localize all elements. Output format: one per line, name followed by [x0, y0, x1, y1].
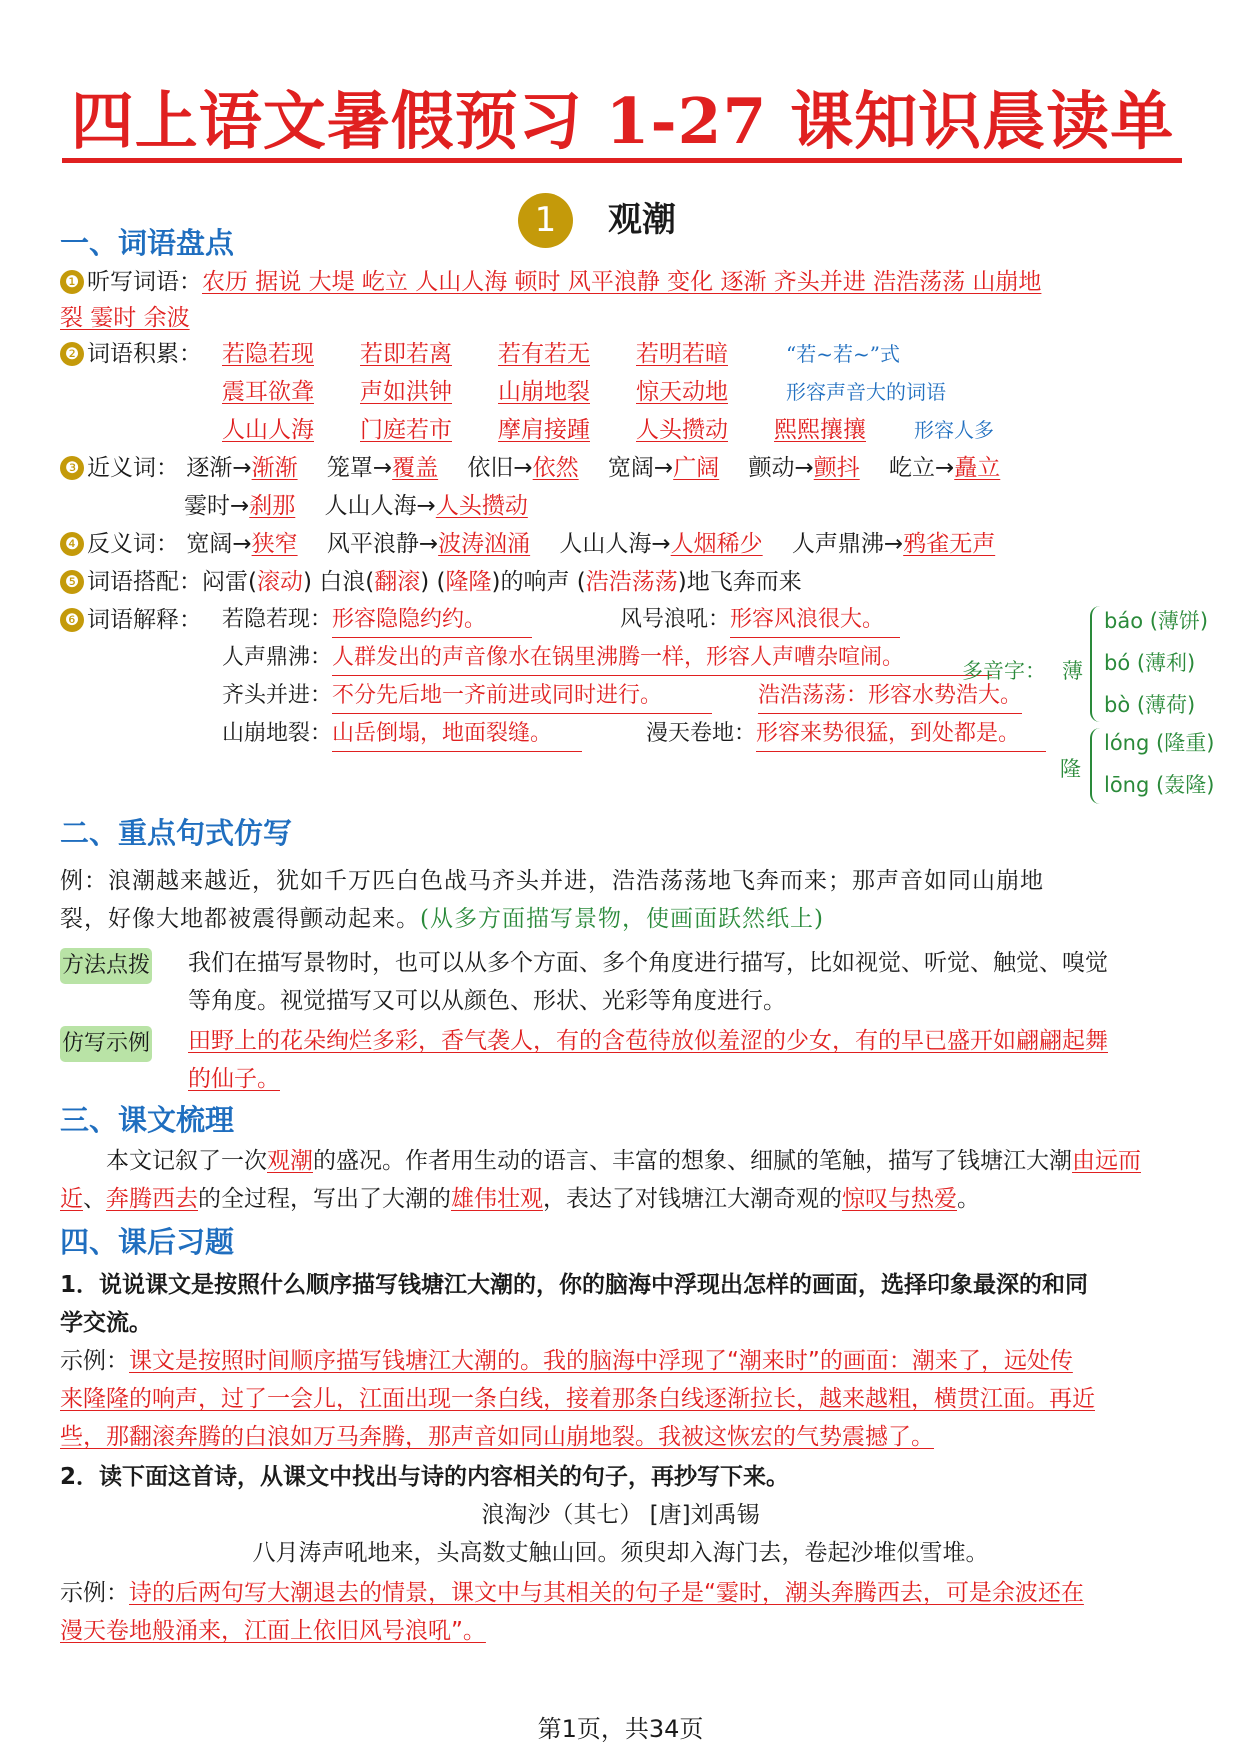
- collocation-label: 词语搭配：: [87, 569, 202, 595]
- poem-text: 八月涛声吼地来，头高数丈触山回。须臾却入海门去，卷起沙堆似雪堆。: [252, 1540, 989, 1566]
- example-note: (从多方面描写景物，使画面跃然纸上): [420, 906, 824, 932]
- accumulate-word: 声如洪钟: [360, 379, 452, 405]
- accumulate-word: 若明若暗: [636, 341, 728, 367]
- polyphone-reading: bó (薄利): [1104, 651, 1196, 675]
- accumulate-row: [222, 374, 946, 410]
- example-sentence: 例：浪潮越来越近，犹如千万匹白色战马齐头并进，浩浩荡荡地飞奔而来；那声音如同山崩地 裂，好像大地都被震得颤动起来。(从多方面描写景物，使画面跃然纸上): [60, 868, 1044, 932]
- section-heading-text-summary: 三、课文梳理: [60, 1103, 235, 1137]
- antonym-label: 反义词：: [87, 531, 179, 557]
- accumulate-word: 山崩地裂: [498, 379, 590, 405]
- page-title: 四上语文暑假预习 1-27 课知识晨读单: [70, 84, 1175, 158]
- antonym-row: [60, 526, 995, 562]
- poem-title: 浪淘沙（其七） [唐]刘禹锡: [481, 1502, 760, 1528]
- polyphone-reading: lóng (隆重): [1104, 731, 1215, 755]
- polyphone-char: 薄: [1062, 659, 1083, 683]
- explain-label-row: [60, 602, 202, 638]
- accumulate-word: 门庭若市: [360, 417, 452, 443]
- accumulate-word: 惊天动地: [636, 379, 728, 405]
- accumulate-row: [222, 412, 994, 448]
- polyphone-reading: lōng (轰隆): [1104, 773, 1215, 797]
- question-1: 1．说说课文是按照什么顺序描写钱塘江大潮的，你的脑海中浮现出怎样的画面，选择印象最深的和同 学交流。: [60, 1272, 1089, 1336]
- synonym-pair: 依旧→依然: [467, 455, 579, 481]
- dictation-words: 农历 据说 大堤 屹立 人山人海 顿时 风平浪静 变化 逐渐 齐头并进 浩浩荡荡 山崩地: [202, 269, 1042, 295]
- section-heading-sentence-imitation: 二、重点句式仿写: [60, 816, 293, 850]
- antonym-pair: 宽阔→狭窄: [186, 531, 298, 557]
- accumulate-word: 人山人海: [222, 417, 314, 443]
- synonym-pair: 笼罩→覆盖: [326, 455, 439, 481]
- explain-item: 山崩地裂：山岳倒塌，地面裂缝。: [222, 717, 582, 752]
- synonym-pair: 霎时→刹那: [184, 493, 296, 519]
- accumulate-word: 摩肩接踵: [498, 417, 590, 443]
- polyphone-brace: [1090, 728, 1100, 804]
- item-number-badge: ❸: [60, 456, 84, 480]
- collocation-word: 滚动: [256, 569, 303, 595]
- polyphone-reading: bò (薄荷): [1104, 693, 1196, 717]
- question-2: 2．读下面这首诗，从课文中找出与诗的内容相关的句子，再抄写下来。: [60, 1464, 790, 1490]
- accumulate-word: 若隐若现: [222, 341, 314, 367]
- polyphone-brace: [1090, 606, 1100, 722]
- synonym-pair: 屹立→矗立: [888, 455, 1001, 481]
- dictation-label: 听写词语：: [87, 269, 202, 295]
- item-number-badge: ❹: [60, 532, 84, 556]
- dictation-row: [60, 264, 1041, 300]
- item-number-badge: ❷: [60, 342, 84, 366]
- synonym-row-continued: [184, 488, 528, 524]
- accumulate-note: 形容声音大的词语: [786, 380, 946, 404]
- accumulate-note: “若~若~”式: [786, 342, 900, 366]
- synonym-pair: 逐渐→渐渐: [186, 455, 298, 481]
- answer-2: 示例：诗的后两句写大潮退去的情景，课文中与其相关的句子是“霎时，潮头奔腾西去，可是余波还在 漫天卷地般涌来，江面上依旧风号浪吼”。: [60, 1580, 1084, 1644]
- explain-item: 齐头并进：不分先后地一齐前进或同时进行。: [222, 679, 712, 714]
- section-heading-vocabulary: 一、词语盘点: [60, 226, 235, 260]
- collocation-word: 翻滚: [374, 569, 421, 595]
- antonym-pair: 人山人海→人烟稀少: [559, 531, 763, 557]
- synonym-pair: 颤动→颤抖: [748, 455, 860, 481]
- dictation-row-continued: [60, 300, 190, 336]
- polyphone-char: 隆: [1060, 757, 1081, 781]
- accumulate-label-row: [60, 336, 202, 372]
- collocation-word: 浩浩荡荡: [585, 569, 678, 595]
- synonym-row: [60, 450, 1000, 486]
- summary-paragraph: 本文记叙了一次观潮的盛况。作者用生动的语言、丰富的想象、细腻的笔触，描写了钱塘江大潮由远而近、奔腾西去的全过程，写出了大潮的雄伟壮观，表达了对钱塘江大潮奇观的惊叹与热爱。: [60, 1148, 1141, 1212]
- explain-item: 人声鼎沸：人群发出的声音像水在锅里沸腾一样，形容人声嘈杂喧闹。: [222, 641, 992, 676]
- polyphone-label: 多音字：: [962, 659, 1046, 683]
- accumulate-row: [222, 336, 900, 372]
- explain-label: 词语解释：: [87, 607, 202, 633]
- collocation-row: ❺ 词语搭配：闷雷(滚动) 白浪(翻滚) (隆隆)的响声 (浩浩荡荡)地飞奔而来: [60, 564, 802, 600]
- answer-1: 示例：课文是按照时间顺序描写钱塘江大潮的。我的脑海中浮现了“潮来时”的画面：潮来了，远处传 来隆隆的响声，过了一会儿，江面出现一条白线，接着那条白线逐渐拉长，越来越粗，横贯江面。再近 些，那翻滚奔腾的白浪如万马奔腾，那声音如同山崩地裂。我被这恢宏的气势震撼了。: [60, 1348, 1095, 1450]
- title-underline: [62, 158, 1182, 163]
- synonym-pair: 宽阔→广阔: [607, 455, 720, 481]
- method-text: 我们在描写景物时，也可以从多个方面、多个角度进行描写，比如视觉、听觉、触觉、嗅觉 等角度。视觉描写又可以从颜色、形状、光彩等角度进行。: [188, 950, 1108, 1014]
- accumulate-word: 人头攒动: [636, 417, 728, 443]
- synonym-pair: 人山人海→人头攒动: [324, 493, 528, 519]
- antonym-pair: 人声鼎沸→鸦雀无声: [791, 531, 996, 557]
- lesson-number-badge: 1: [518, 193, 573, 248]
- explain-item: 漫天卷地：形容来势很猛，到处都是。: [646, 717, 1046, 752]
- sample-tag: 仿写示例: [60, 1026, 152, 1062]
- accumulate-word: 震耳欲聋: [222, 379, 314, 405]
- lesson-title: 观潮: [608, 200, 676, 240]
- antonym-pair: 风平浪静→波涛汹涌: [326, 531, 531, 557]
- dictation-words-continued: 裂 霎时 余波: [60, 305, 190, 331]
- accumulate-word: 熙熙攘攘: [774, 417, 866, 443]
- accumulate-word: 若有若无: [498, 341, 590, 367]
- section-heading-exercises: 四、课后习题: [60, 1225, 235, 1259]
- sample-text: 田野上的花朵绚烂多彩，香气袭人，有的含苞待放似羞涩的少女，有的早已盛开如翩翩起舞 的仙子。: [188, 1028, 1108, 1092]
- collocation-word: 隆隆: [445, 569, 492, 595]
- accumulate-note: 形容人多: [914, 418, 994, 442]
- accumulate-word: 若即若离: [360, 341, 452, 367]
- method-tag: 方法点拨: [60, 948, 152, 984]
- explain-item: 浩浩荡荡：形容水势浩大。: [758, 679, 1022, 714]
- accumulate-label: 词语积累：: [87, 341, 202, 367]
- item-number-badge: ❺: [60, 570, 84, 594]
- polyphone-reading: báo (薄饼): [1104, 609, 1209, 633]
- item-number-badge: ❶: [60, 270, 84, 294]
- item-number-badge: ❻: [60, 608, 84, 632]
- explain-item: 风号浪吼：形容风浪很大。: [620, 603, 900, 638]
- page-footer: 第1页，共34页: [537, 1715, 704, 1743]
- synonym-label: 近义词：: [87, 455, 179, 481]
- explain-item: 若隐若现：形容隐隐约约。: [222, 603, 532, 638]
